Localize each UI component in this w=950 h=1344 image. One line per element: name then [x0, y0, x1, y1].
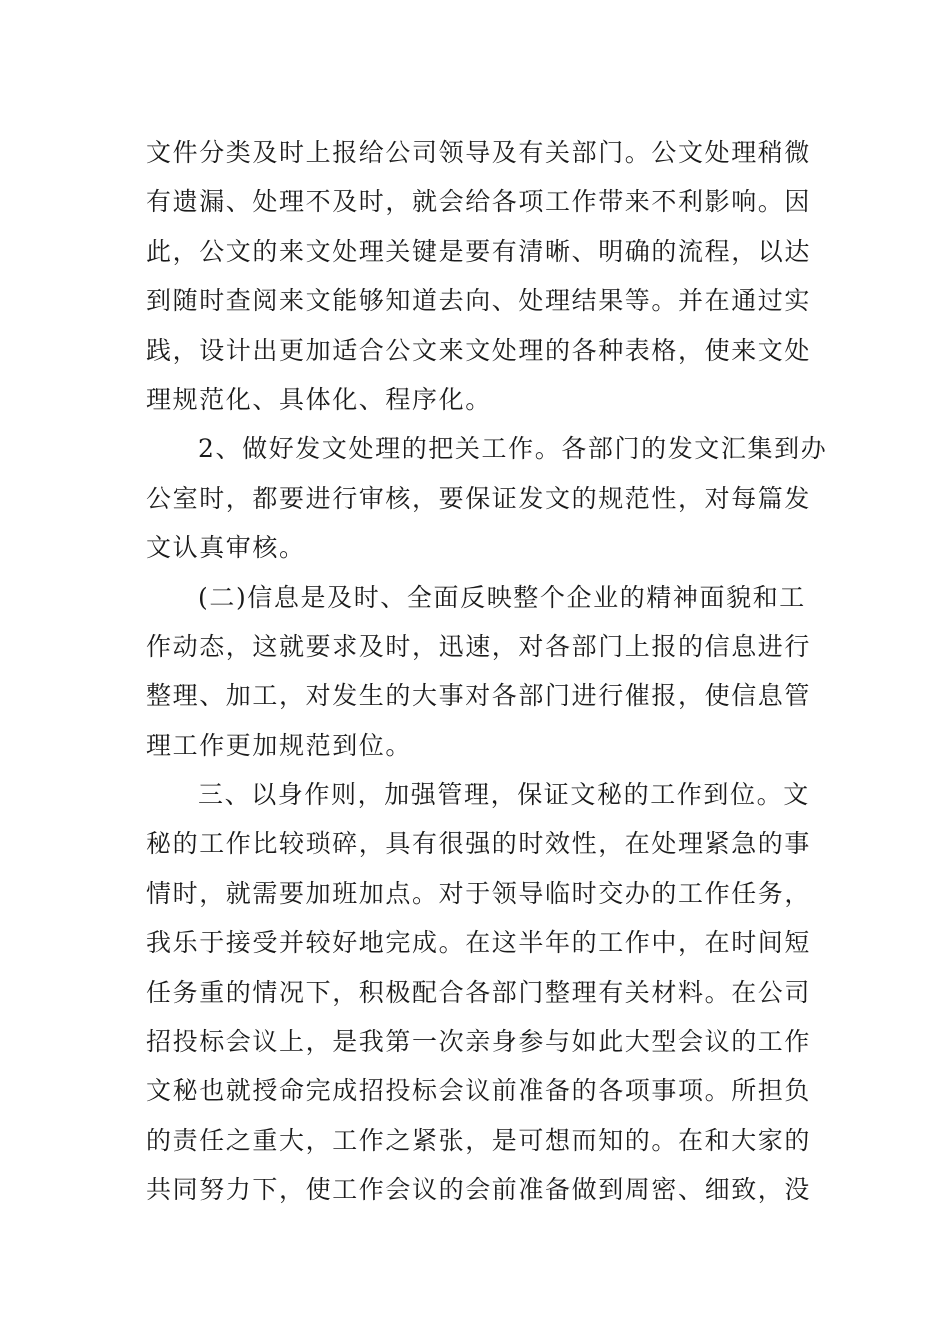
text-line: 此，公文的来文处理关键是要有清晰、明确的流程，以达	[146, 236, 812, 266]
text-line: 作动态，这就要求及时，迅速，对各部门上报的信息进行	[146, 631, 812, 661]
text-line: 到随时查阅来文能够知道去向、处理结果等。并在通过实	[146, 286, 812, 316]
text-line: 任务重的情况下，积极配合各部门整理有关材料。在公司	[146, 977, 812, 1007]
document-body	[146, 128, 828, 1215]
text-line: 理工作更加规范到位。	[146, 730, 413, 760]
text-line: 文件分类及时上报给公司领导及有关部门。公文处理稍微	[146, 138, 812, 167]
text-line: 秘的工作比较琐碎，具有很强的时效性，在处理紧急的事	[146, 829, 812, 859]
text-line: 公室时，都要进行审核，要保证发文的规范性，对每篇发	[146, 483, 812, 513]
text-line: 文认真审核。	[146, 533, 306, 563]
text-line: 践，设计出更加适合公文来文处理的各种表格，使来文处	[146, 335, 812, 365]
paragraph-start-line: (二)信息是及时、全面反映整个企业的精神面貌和工	[198, 582, 806, 612]
text-line: 我乐于接受并较好地完成。在这半年的工作中，在时间短	[146, 928, 812, 958]
text-line: 整理、加工，对发生的大事对各部门进行催报，使信息管	[146, 681, 812, 711]
text-line: 有遗漏、处理不及时，就会给各项工作带来不利影响。因	[146, 187, 812, 217]
paragraph-start-line: 2、做好发文处理的把关工作。各部门的发文汇集到办	[198, 434, 828, 464]
paragraph-start-line: 三、以身作则，加强管理，保证文秘的工作到位。文	[198, 780, 810, 810]
text-line: 文秘也就授命完成招投标会议前准备的各项事项。所担负	[146, 1076, 812, 1106]
text-line: 共同努力下，使工作会议的会前准备做到周密、细致，没	[146, 1175, 812, 1205]
text-line: 的责任之重大，工作之紧张，是可想而知的。在和大家的	[146, 1125, 812, 1155]
text-line: 招投标会议上，是我第一次亲身参与如此大型会议的工作	[146, 1027, 812, 1057]
text-line: 理规范化、具体化、程序化。	[146, 384, 492, 414]
text-line: 情时，就需要加班加点。对于领导临时交办的工作任务，	[146, 878, 812, 908]
